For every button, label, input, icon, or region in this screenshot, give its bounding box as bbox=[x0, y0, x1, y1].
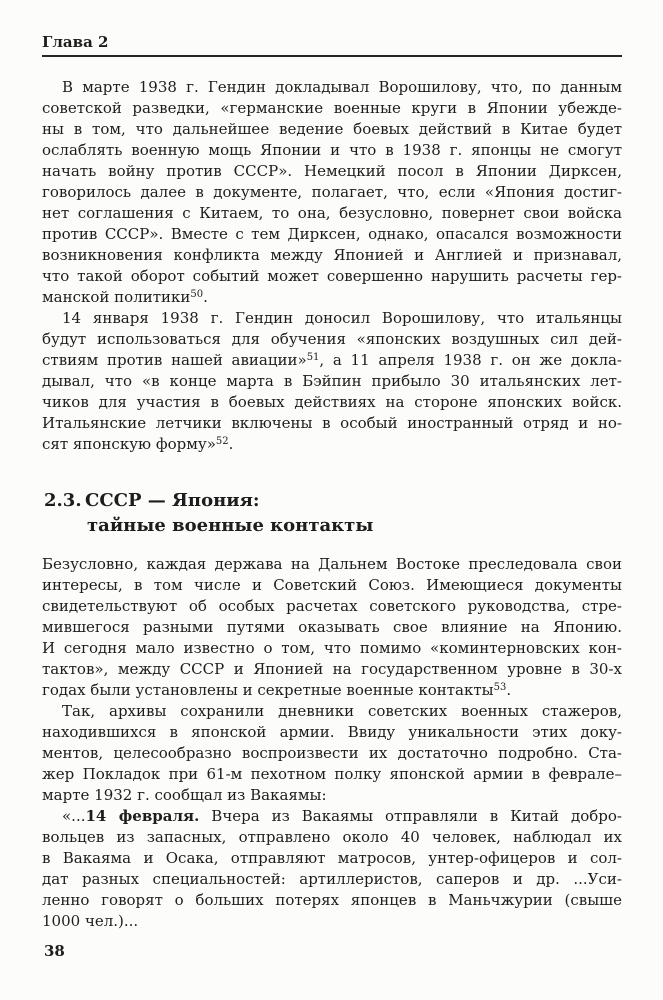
section-title-line2: тайные военные контакты bbox=[87, 515, 374, 536]
section-heading bbox=[44, 488, 622, 538]
text-line: говорилось далее в документе, полагает, что, если «Япония достиг- bbox=[42, 183, 622, 201]
text-line: находившихся в японской армии. Ввиду уникальности этих доку- bbox=[42, 723, 622, 741]
section-title-text: СССР — Япония: bbox=[85, 490, 260, 511]
text-line: 14 января 1938 г. Гендин доносил Ворошилову, что итальянцы bbox=[62, 309, 622, 327]
text-line: возникновения конфликта между Японией и Англией и признавал, bbox=[42, 246, 622, 264]
text-line: марте 1932 г. сообщал из Вакаямы: bbox=[42, 786, 327, 804]
text-line: дат разных специальностей: артиллеристов, саперов и др. ...Уси- bbox=[42, 870, 622, 888]
text-line: чиков для участия в боевых действиях на стороне японских войск. bbox=[42, 393, 622, 411]
text-line: ментов, целесообразно воспроизвести их достаточно подробно. Ста- bbox=[42, 744, 622, 762]
chapter-label: Глава 2 bbox=[42, 33, 109, 51]
text-line: Итальянские летчики включены в особый иностранный отряд и но- bbox=[42, 414, 622, 432]
paragraph-2 bbox=[42, 308, 622, 455]
text-line: против СССР». Вместе с тем Дирксен, однако, опасался возможности bbox=[42, 225, 622, 243]
text-line: Безусловно, каждая держава на Дальнем Востоке преследовала свои bbox=[42, 555, 622, 573]
text-line: И сегодня мало известно о том, что помимо «коминтерновских кон- bbox=[42, 639, 622, 657]
paragraph-4 bbox=[42, 701, 622, 806]
text-line: ослаблять военную мощь Японии и что в 1938 г. японцы не смогут bbox=[42, 141, 622, 159]
text-line: начать войну против СССР». Немецкий посол в Японии Дирксен, bbox=[42, 162, 622, 180]
text-line: сят японскую форму»$^{52}$. bbox=[42, 435, 234, 453]
page-number: 38 bbox=[44, 942, 65, 960]
text-line: будут использоваться для обучения «японских воздушных сил дей- bbox=[42, 330, 622, 348]
paragraph-3 bbox=[42, 554, 622, 701]
paragraph-5 bbox=[42, 806, 622, 932]
text-line: ствиям против нашей авиации»$^{51}$, а 11 апреля 1938 г. он же докла- bbox=[42, 351, 622, 369]
paragraph-1 bbox=[42, 77, 622, 308]
text-line: интересы, в том числе и Советский Союз. Имеющиеся документы bbox=[42, 576, 622, 594]
text-line: годах были установлены и секретные военные контакты$^{53}$. bbox=[42, 681, 512, 699]
text-line: «...14 февраля. Вчера из Вакаямы отправляли в Китай добро- bbox=[62, 807, 622, 825]
text-line: дывал, что «в конце марта в Бэйпин прибыло 30 итальянских лет- bbox=[42, 372, 622, 390]
text-line: что такой оборот событий может совершенно нарушить расчеты гер- bbox=[42, 267, 622, 285]
text-line: В марте 1938 г. Гендин докладывал Ворошилову, что, по данным bbox=[62, 78, 622, 96]
text-line: ленно говорят о больших потерях японцев в Маньчжурии (свыше bbox=[42, 891, 622, 909]
text-line: советской разведки, «германские военные круги в Японии убежде- bbox=[42, 99, 622, 117]
page-body bbox=[42, 77, 622, 932]
text-line: свидетельствуют об особых расчетах советского руководства, стре- bbox=[42, 597, 622, 615]
text-line: Так, архивы сохранили дневники советских военных стажеров, bbox=[62, 702, 622, 720]
text-line: в Вакаяма и Осака, отправляют матросов, унтер-офицеров и сол- bbox=[42, 849, 622, 867]
text-line: мившегося разными путями оказывать свое влияние на Японию. bbox=[42, 618, 622, 636]
text-line: 1000 чел.)... bbox=[42, 912, 139, 930]
text-line: жер Покладок при 61-м пехотном полку японской армии в феврале– bbox=[42, 765, 622, 783]
text-line: ны в том, что дальнейшее ведение боевых действий в Китае будет bbox=[42, 120, 622, 138]
section-title-line1 bbox=[44, 488, 622, 513]
text-line: тактов», между СССР и Японией на государственном уровне в 30-х bbox=[42, 660, 622, 678]
page-header bbox=[42, 34, 622, 57]
section-number: 2.3. bbox=[44, 490, 82, 511]
text-line: нет соглашения с Китаем, то она, безусловно, повернет свои войска bbox=[42, 204, 622, 222]
text-line: вольцев из запасных, отправлено около 40 человек, наблюдал их bbox=[42, 828, 622, 846]
text-line: манской политики$^{50}$. bbox=[42, 288, 208, 306]
